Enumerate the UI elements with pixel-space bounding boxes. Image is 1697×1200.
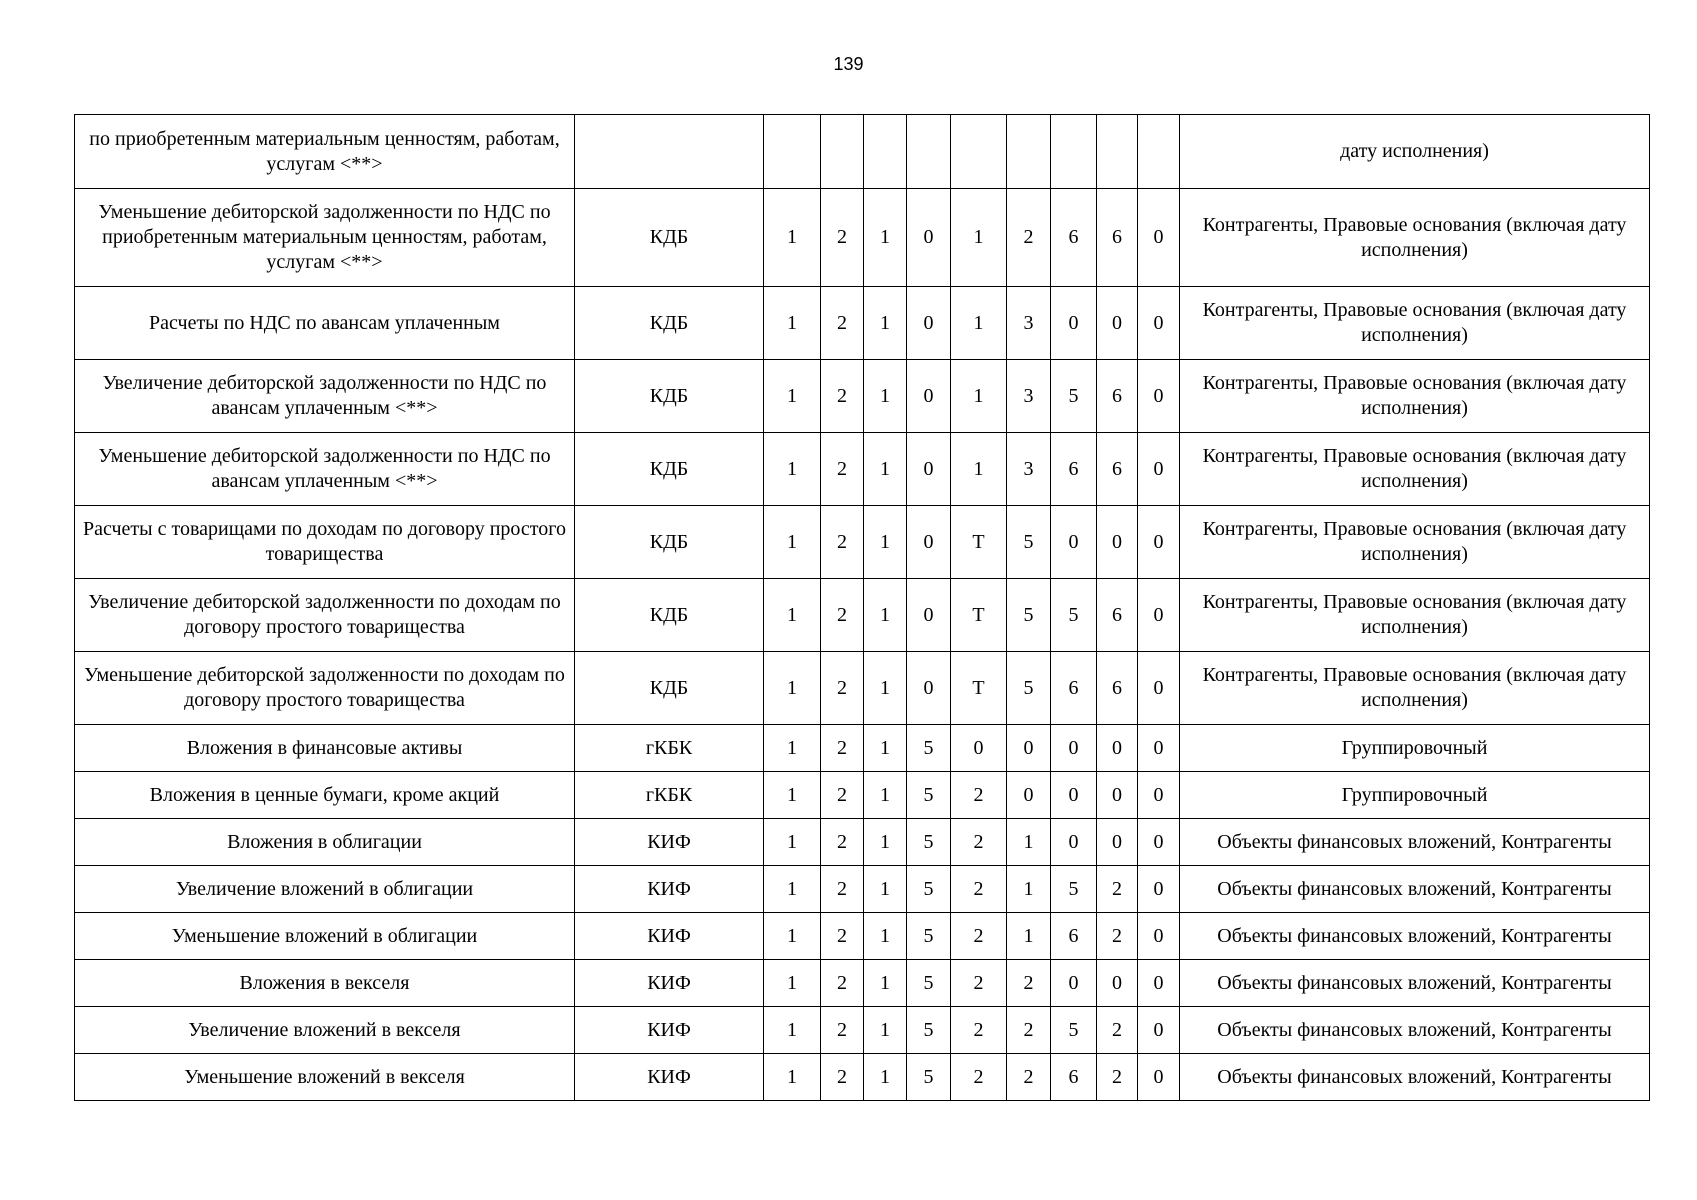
account-digit-cell: 6: [1051, 913, 1097, 960]
account-name-cell: Увеличение вложений в векселя: [75, 1007, 575, 1054]
account-digit-cell: 5: [1007, 506, 1051, 579]
account-digit-cell: 5: [1007, 579, 1051, 652]
account-type-cell: [575, 115, 764, 189]
account-digit-cell: 5: [1051, 579, 1097, 652]
account-digit-cell: 2: [1097, 913, 1138, 960]
account-digit-cell: 5: [907, 960, 951, 1007]
account-digit-cell: 1: [1007, 819, 1051, 866]
account-digit-cell: [1138, 115, 1180, 189]
account-digit-cell: 0: [1138, 652, 1180, 725]
analytics-cell: Объекты финансовых вложений, Контрагенты: [1180, 1007, 1650, 1054]
account-digit-cell: 1: [864, 960, 907, 1007]
account-name-cell: по приобретенным материальным ценностям, работам, услугам <**>: [75, 115, 575, 189]
account-digit-cell: 6: [1097, 433, 1138, 506]
account-digit-cell: 0: [1138, 725, 1180, 772]
account-type-cell: КИФ: [575, 1054, 764, 1101]
account-digit-cell: 0: [1051, 772, 1097, 819]
table-row: [75, 287, 1650, 360]
account-digit-cell: 0: [1138, 287, 1180, 360]
account-digit-cell: 1: [764, 287, 821, 360]
table-row: [75, 725, 1650, 772]
account-type-cell: гКБК: [575, 725, 764, 772]
account-digit-cell: 2: [821, 287, 864, 360]
account-type-cell: КДБ: [575, 506, 764, 579]
account-digit-cell: 0: [1051, 725, 1097, 772]
account-digit-cell: [1097, 115, 1138, 189]
account-digit-cell: 1: [864, 433, 907, 506]
account-type-cell: КДБ: [575, 579, 764, 652]
table-row: [75, 1007, 1650, 1054]
analytics-cell: Контрагенты, Правовые основания (включая дату исполнения): [1180, 579, 1650, 652]
account-digit-cell: 0: [1138, 433, 1180, 506]
account-digit-cell: 5: [1051, 360, 1097, 433]
account-digit-cell: 6: [1097, 360, 1138, 433]
account-digit-cell: 5: [907, 772, 951, 819]
account-type-cell: КДБ: [575, 652, 764, 725]
account-digit-cell: 0: [907, 360, 951, 433]
account-name-cell: Вложения в векселя: [75, 960, 575, 1007]
account-digit-cell: 0: [1097, 819, 1138, 866]
account-digit-cell: 5: [907, 819, 951, 866]
analytics-cell: Объекты финансовых вложений, Контрагенты: [1180, 819, 1650, 866]
account-digit-cell: 1: [764, 506, 821, 579]
account-type-cell: КИФ: [575, 866, 764, 913]
account-digit-cell: 0: [1051, 819, 1097, 866]
account-digit-cell: 0: [1138, 866, 1180, 913]
account-digit-cell: [864, 115, 907, 189]
account-digit-cell: 1: [764, 819, 821, 866]
account-digit-cell: 1: [764, 866, 821, 913]
account-name-cell: Увеличение вложений в облигации: [75, 866, 575, 913]
account-digit-cell: 6: [1051, 1054, 1097, 1101]
analytics-cell: Объекты финансовых вложений, Контрагенты: [1180, 866, 1650, 913]
account-digit-cell: 2: [821, 772, 864, 819]
account-digit-cell: 5: [907, 913, 951, 960]
account-digit-cell: 6: [1051, 189, 1097, 287]
account-digit-cell: 2: [951, 819, 1007, 866]
analytics-cell: Объекты финансовых вложений, Контрагенты: [1180, 960, 1650, 1007]
account-digit-cell: 0: [1097, 772, 1138, 819]
account-digit-cell: 0: [1051, 506, 1097, 579]
account-digit-cell: [821, 115, 864, 189]
account-digit-cell: 2: [821, 960, 864, 1007]
account-digit-cell: 1: [764, 433, 821, 506]
account-digit-cell: 1: [951, 189, 1007, 287]
table-row: [75, 652, 1650, 725]
account-digit-cell: 1: [764, 772, 821, 819]
account-digit-cell: 2: [821, 913, 864, 960]
account-name-cell: Уменьшение дебиторской задолженности по НДС по авансам уплаченным <**>: [75, 433, 575, 506]
account-digit-cell: 5: [907, 725, 951, 772]
account-digit-cell: 1: [764, 652, 821, 725]
account-name-cell: Уменьшение вложений в векселя: [75, 1054, 575, 1101]
account-type-cell: КДБ: [575, 433, 764, 506]
account-name-cell: Уменьшение вложений в облигации: [75, 913, 575, 960]
table-row: [75, 866, 1650, 913]
account-digit-cell: 2: [951, 866, 1007, 913]
account-digit-cell: 0: [1138, 960, 1180, 1007]
account-digit-cell: 0: [1138, 819, 1180, 866]
account-name-cell: Увеличение дебиторской задолженности по доходам по договору простого товарищества: [75, 579, 575, 652]
account-digit-cell: 0: [1097, 287, 1138, 360]
account-digit-cell: 2: [821, 725, 864, 772]
account-digit-cell: 2: [951, 913, 1007, 960]
account-digit-cell: 1: [764, 189, 821, 287]
account-digit-cell: 1: [764, 725, 821, 772]
table-row: [75, 189, 1650, 287]
account-type-cell: КДБ: [575, 360, 764, 433]
account-digit-cell: 1: [864, 360, 907, 433]
analytics-cell: дату исполнения): [1180, 115, 1650, 189]
account-type-cell: КИФ: [575, 913, 764, 960]
account-digit-cell: 6: [1051, 433, 1097, 506]
account-digit-cell: 0: [1138, 579, 1180, 652]
account-digit-cell: 1: [764, 360, 821, 433]
account-digit-cell: 5: [1051, 1007, 1097, 1054]
account-type-cell: КИФ: [575, 960, 764, 1007]
account-digit-cell: 1: [864, 1054, 907, 1101]
analytics-cell: Группировочный: [1180, 772, 1650, 819]
account-digit-cell: 2: [821, 652, 864, 725]
account-digit-cell: 3: [1007, 433, 1051, 506]
table-row: [75, 579, 1650, 652]
account-type-cell: гКБК: [575, 772, 764, 819]
account-digit-cell: 0: [1007, 772, 1051, 819]
table-row: [75, 433, 1650, 506]
account-digit-cell: 2: [1007, 1054, 1051, 1101]
account-digit-cell: 6: [1097, 652, 1138, 725]
account-digit-cell: 0: [907, 579, 951, 652]
account-digit-cell: 5: [1051, 866, 1097, 913]
analytics-cell: Контрагенты, Правовые основания (включая дату исполнения): [1180, 433, 1650, 506]
account-digit-cell: 2: [1007, 960, 1051, 1007]
account-digit-cell: 1: [1007, 913, 1051, 960]
account-digit-cell: 0: [1097, 960, 1138, 1007]
account-digit-cell: 0: [907, 652, 951, 725]
account-name-cell: Уменьшение дебиторской задолженности по НДС по приобретенным материальным ценностям, работам, услугам <**>: [75, 189, 575, 287]
account-digit-cell: 0: [1138, 506, 1180, 579]
account-digit-cell: 2: [1097, 1007, 1138, 1054]
account-name-cell: Вложения в финансовые активы: [75, 725, 575, 772]
account-digit-cell: [1007, 115, 1051, 189]
account-digit-cell: 1: [764, 960, 821, 1007]
analytics-cell: Контрагенты, Правовые основания (включая дату исполнения): [1180, 506, 1650, 579]
account-name-cell: Увеличение дебиторской задолженности по НДС по авансам уплаченным <**>: [75, 360, 575, 433]
account-digit-cell: 3: [1007, 287, 1051, 360]
analytics-cell: Контрагенты, Правовые основания (включая дату исполнения): [1180, 287, 1650, 360]
account-digit-cell: 0: [1097, 725, 1138, 772]
account-digit-cell: 1: [864, 579, 907, 652]
account-digit-cell: 2: [821, 579, 864, 652]
account-digit-cell: [1051, 115, 1097, 189]
account-digit-cell: 6: [1097, 189, 1138, 287]
account-digit-cell: 1: [764, 579, 821, 652]
account-digit-cell: 2: [951, 1054, 1007, 1101]
account-digit-cell: 1: [864, 287, 907, 360]
account-digit-cell: 1: [864, 652, 907, 725]
account-digit-cell: 0: [1138, 772, 1180, 819]
account-digit-cell: 1: [764, 1007, 821, 1054]
account-digit-cell: 2: [951, 772, 1007, 819]
account-digit-cell: 2: [951, 960, 1007, 1007]
account-digit-cell: 5: [907, 1054, 951, 1101]
account-digit-cell: 0: [907, 506, 951, 579]
account-digit-cell: 0: [907, 189, 951, 287]
analytics-cell: Контрагенты, Правовые основания (включая дату исполнения): [1180, 189, 1650, 287]
account-digit-cell: 2: [821, 1054, 864, 1101]
account-digit-cell: 1: [864, 819, 907, 866]
table-row: [75, 913, 1650, 960]
table-row: [75, 360, 1650, 433]
account-name-cell: Вложения в ценные бумаги, кроме акций: [75, 772, 575, 819]
analytics-cell: Объекты финансовых вложений, Контрагенты: [1180, 1054, 1650, 1101]
account-digit-cell: 0: [1138, 913, 1180, 960]
account-digit-cell: 2: [1007, 189, 1051, 287]
accounts-table: [74, 114, 1650, 1101]
account-digit-cell: 5: [907, 1007, 951, 1054]
account-digit-cell: 2: [821, 819, 864, 866]
account-digit-cell: 3: [1007, 360, 1051, 433]
account-type-cell: КДБ: [575, 287, 764, 360]
account-digit-cell: 1: [951, 360, 1007, 433]
account-digit-cell: 2: [1097, 1054, 1138, 1101]
account-digit-cell: 1: [1007, 866, 1051, 913]
account-name-cell: Расчеты по НДС по авансам уплаченным: [75, 287, 575, 360]
account-type-cell: КИФ: [575, 1007, 764, 1054]
account-digit-cell: 1: [864, 913, 907, 960]
account-digit-cell: [907, 115, 951, 189]
account-digit-cell: 2: [1007, 1007, 1051, 1054]
analytics-cell: Группировочный: [1180, 725, 1650, 772]
table-row: [75, 960, 1650, 1007]
account-digit-cell: Т: [951, 579, 1007, 652]
table-row: [75, 115, 1650, 189]
account-digit-cell: 6: [1051, 652, 1097, 725]
account-digit-cell: 1: [864, 506, 907, 579]
table-body: [75, 115, 1650, 1101]
analytics-cell: Контрагенты, Правовые основания (включая дату исполнения): [1180, 360, 1650, 433]
account-digit-cell: 1: [951, 433, 1007, 506]
account-digit-cell: 2: [821, 866, 864, 913]
account-digit-cell: 0: [1138, 189, 1180, 287]
account-digit-cell: 0: [1138, 1054, 1180, 1101]
account-name-cell: Уменьшение дебиторской задолженности по доходам по договору простого товарищества: [75, 652, 575, 725]
account-digit-cell: 5: [1007, 652, 1051, 725]
account-digit-cell: 1: [864, 772, 907, 819]
account-digit-cell: 1: [764, 913, 821, 960]
account-name-cell: Вложения в облигации: [75, 819, 575, 866]
account-digit-cell: 1: [864, 1007, 907, 1054]
account-digit-cell: 0: [907, 287, 951, 360]
account-digit-cell: Т: [951, 652, 1007, 725]
account-digit-cell: [951, 115, 1007, 189]
account-digit-cell: 0: [951, 725, 1007, 772]
account-digit-cell: 2: [951, 1007, 1007, 1054]
table-row: [75, 506, 1650, 579]
account-digit-cell: 2: [821, 433, 864, 506]
account-type-cell: КИФ: [575, 819, 764, 866]
account-digit-cell: 2: [821, 506, 864, 579]
account-digit-cell: Т: [951, 506, 1007, 579]
account-digit-cell: 0: [1138, 1007, 1180, 1054]
account-digit-cell: 0: [1051, 960, 1097, 1007]
account-digit-cell: 2: [1097, 866, 1138, 913]
analytics-cell: Контрагенты, Правовые основания (включая дату исполнения): [1180, 652, 1650, 725]
account-digit-cell: 2: [821, 1007, 864, 1054]
account-digit-cell: 6: [1097, 579, 1138, 652]
account-digit-cell: 0: [1007, 725, 1051, 772]
account-digit-cell: 1: [764, 1054, 821, 1101]
account-digit-cell: 1: [864, 189, 907, 287]
account-type-cell: КДБ: [575, 189, 764, 287]
account-digit-cell: 1: [951, 287, 1007, 360]
account-digit-cell: [764, 115, 821, 189]
account-digit-cell: 0: [1138, 360, 1180, 433]
table-row: [75, 772, 1650, 819]
account-digit-cell: 1: [864, 866, 907, 913]
account-digit-cell: 2: [821, 360, 864, 433]
analytics-cell: Объекты финансовых вложений, Контрагенты: [1180, 913, 1650, 960]
account-digit-cell: 0: [1097, 506, 1138, 579]
account-digit-cell: 0: [907, 433, 951, 506]
account-digit-cell: 5: [907, 866, 951, 913]
account-digit-cell: 2: [821, 189, 864, 287]
page-number: 139: [833, 54, 864, 74]
account-digit-cell: 1: [864, 725, 907, 772]
account-digit-cell: 0: [1051, 287, 1097, 360]
table-row: [75, 1054, 1650, 1101]
table-row: [75, 819, 1650, 866]
account-name-cell: Расчеты с товарищами по доходам по договору простого товарищества: [75, 506, 575, 579]
